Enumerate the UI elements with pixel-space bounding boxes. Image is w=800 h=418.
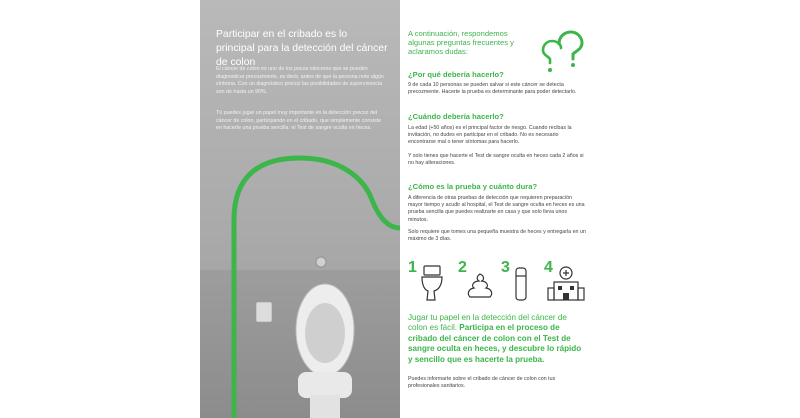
call-to-action xyxy=(408,313,586,365)
toilet-icon xyxy=(296,284,354,418)
answer-2a: La edad (+50 años) es el principal factor de riesgo. Cuando recibas la invitación, no dudes en participar en el cribado. No es necesario encontrarse mal o tener síntomas para hacerlo. xyxy=(408,125,572,146)
step-1-number: 1 xyxy=(408,259,417,276)
hospital-icon xyxy=(546,264,586,302)
step-3-number: 3 xyxy=(501,259,510,276)
left-paragraph-2: Tú puedes jugar un papel muy importante en la detección precoz del cáncer de colon, participando en el cribado, que simplemente consiste en hacerte una prueba sencilla: el Test de sangre oculta en heces. xyxy=(216,110,382,132)
faq-intro: A continuación, respondemos algunas preguntas frecuentes y aclaramos dudas: xyxy=(408,29,514,56)
answer-3b: Solo requiere que tomes una pequeña muestra de heces y entregarla en un máximo de 3 días. xyxy=(408,229,586,243)
flush-button-icon xyxy=(316,257,326,267)
question-1: ¿Por qué debería hacerlo? xyxy=(408,70,504,79)
stool-icon xyxy=(466,272,494,302)
left-paragraph-1: El cáncer de colon es uno de los pocos cánceres que se pueden diagnosticar precozmente, es decir, antes de que la persona note algún síntoma. Con un diagnóstico precoz las posibilidades de supervivencia son de hasta un 90%. xyxy=(216,66,384,95)
question-2: ¿Cuándo debería hacerlo? xyxy=(408,112,504,121)
step-4-number: 4 xyxy=(544,259,553,276)
cta-bold: Participa en el proceso de cribado del cáncer de colon con el Test de sangre oculta en heces, y descubre lo rápido y sencillo que es hacerte la prueba. xyxy=(408,323,582,364)
right-panel xyxy=(400,0,600,418)
left-title: Participar en el cribado es lo principal para la detección del cáncer de colon xyxy=(216,29,388,68)
toilet-icon xyxy=(420,264,444,302)
footer-note: Puedes informarte sobre el cribado de cáncer de colon con tus profesionales sanitarios. xyxy=(408,376,556,390)
bathroom-illustration xyxy=(200,0,400,418)
cta-intro: Jugar tu papel en la detección del cáncer de colon es fácil. xyxy=(408,313,567,333)
answer-2b: Y solo tienes que hacerte el Test de sangre oculta en heces cada 2 años si no hay alteraciones. xyxy=(408,153,584,167)
answer-3a: A diferencia de otras pruebas de detección que requieren preparación mayor tiempo y acudir al hospital, el Test de sangre oculta en heces es una prueba sencilla que puedes realizarte en casa y que solo lleva unos minutos. xyxy=(408,195,585,223)
answer-1: 9 de cada 10 personas se pueden salvar si este cáncer se detecta precozmente. Hacerte la prueba es determinante para poder detectarlo. xyxy=(408,82,577,96)
left-panel xyxy=(200,0,400,418)
step-2-number: 2 xyxy=(458,259,467,276)
paper-holder-icon xyxy=(256,302,272,322)
question-3: ¿Cómo es la prueba y cuánto dura? xyxy=(408,182,538,191)
test-tube-icon xyxy=(512,266,530,302)
